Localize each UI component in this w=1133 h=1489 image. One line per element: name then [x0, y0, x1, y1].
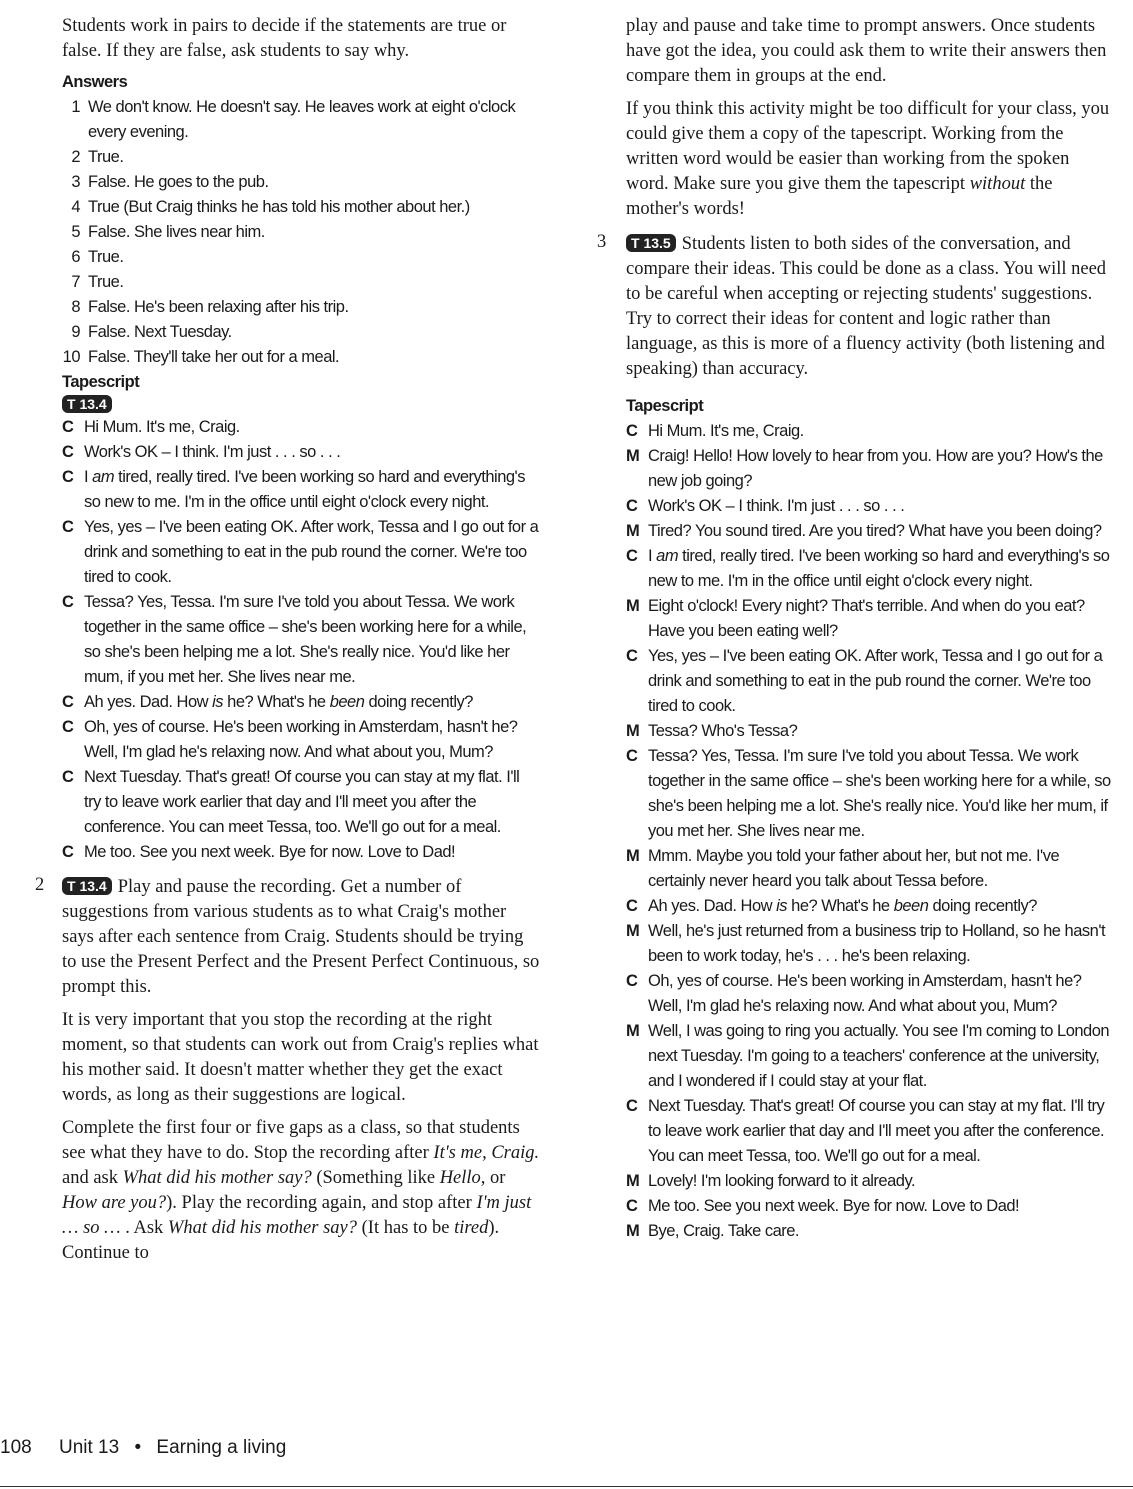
italic-run: is [212, 693, 224, 711]
italic-run: am [92, 468, 115, 486]
text-run: ). Continue to [62, 1218, 500, 1263]
text-run: (Something like [311, 1168, 440, 1188]
text-run: Complete the first four or five gaps as a class, so that students see what they have to do. Stop the recording after [62, 1118, 520, 1163]
text-run: the mother's words! [626, 174, 1053, 219]
answer-item [62, 220, 540, 245]
tapescript-line [626, 544, 1114, 594]
answer-number: 2 [71, 148, 80, 166]
text-run: Bye, Craig. Take care. [648, 1222, 800, 1240]
speaker: C [62, 593, 74, 611]
line-text [84, 593, 526, 686]
speaker: M [626, 447, 640, 465]
line-text [648, 647, 1102, 715]
text-run: Well, I was going to ring you actually. You see I'm coming to London next Tuesday. I'm going to a teachers' conference at the university, and I wondered if I could stay at your flat. [648, 1022, 1110, 1090]
text-run: Play and pause the recording. Get a number of suggestions from various students as to what Craig's mother says after each sentence from Craig. Students should be trying to use the Present Perfect and the Present Perfect Continuous, so prompt this. [62, 877, 540, 997]
answer-number: 4 [71, 198, 80, 216]
text-run: (It has to be [357, 1218, 455, 1238]
answer-number: 7 [71, 273, 80, 291]
text-run: I [84, 468, 93, 486]
tapescript-right [626, 419, 1114, 1244]
tapescript-heading: Tapescript [62, 373, 140, 391]
paragraph [626, 232, 1114, 382]
tapescript-line [626, 594, 1114, 644]
answers-heading: Answers [62, 73, 128, 91]
tapescript-line [62, 515, 540, 590]
text-run: he? What's he [223, 693, 330, 711]
speaker: M [626, 522, 640, 540]
tapescript-line [626, 1169, 1114, 1194]
text-run: Hi Mum. It's me, Craig. [648, 422, 804, 440]
tapescript-line [626, 494, 1114, 519]
speaker: C [626, 972, 638, 990]
text-run: Yes, yes – I've been eating OK. After work, Tessa and I go out for a drink and something to eat in the pub round the corner. We're too tired to cook. [648, 647, 1103, 715]
left-column [35, 14, 540, 1274]
text-run: Me too. See you next week. Bye for now. Love to Dad! [648, 1197, 1020, 1215]
text-run: Craig! Hello! How lovely to hear from you. How are you? How's the new job going? [648, 447, 1103, 490]
paragraph [62, 875, 540, 1000]
answer-number: 8 [71, 298, 80, 316]
speaker: C [62, 518, 74, 536]
text-run: Students listen to both sides of the conversation, and compare their ideas. This could be done as a class. You will need to be careful when accepting or rejecting students' suggestions. Try to correct their ideas for content and logic rather than language, as this is more of a fluency activity (both listening and speaking) than accuracy. [626, 234, 1107, 379]
line-text [648, 722, 797, 740]
tapescript-line [626, 894, 1114, 919]
text-run: Students work in pairs to decide if the statements are true or false. If they are false, ask students to say why. [62, 16, 507, 61]
answers-list [62, 95, 540, 370]
tapescript-line [62, 715, 540, 765]
speaker: C [626, 747, 638, 765]
tapescript-line [626, 744, 1114, 844]
paragraph [62, 14, 540, 64]
text-run: and ask [62, 1168, 123, 1188]
page-footer [0, 1437, 296, 1459]
italic-run: tired [454, 1218, 489, 1238]
answer-number: 10 [62, 348, 80, 366]
tapescript-line [626, 919, 1114, 969]
text-run: Tired? You sound tired. Are you tired? What have you been doing? [648, 522, 1102, 540]
speaker: M [626, 722, 640, 740]
line-text [648, 547, 1109, 590]
speaker: C [626, 547, 638, 565]
tapescript-line [62, 465, 540, 515]
line-text [84, 468, 525, 511]
line-text [648, 422, 804, 440]
answer-text: False. Next Tuesday. [88, 323, 232, 341]
answer-item [62, 345, 540, 370]
text-run: tired, really tired. I've been working so hard and everything's so new to me. I'm in the office until eight o'clock every night. [84, 468, 525, 511]
line-text [648, 972, 1081, 1015]
answer-number: 5 [71, 223, 80, 241]
section-number: 2 [35, 875, 45, 895]
line-text [648, 1222, 799, 1240]
speaker: C [62, 843, 74, 861]
line-text [648, 1197, 1019, 1215]
answer-number: 1 [71, 98, 80, 116]
separator: • [134, 1437, 142, 1458]
section-number: 3 [597, 232, 607, 252]
speaker: M [626, 847, 640, 865]
tapescript-line [626, 844, 1114, 894]
line-text [84, 718, 517, 761]
text-run: , or [480, 1168, 506, 1188]
text-run: Next Tuesday. That's great! Of course you can stay at my flat. I'll try to leave work earlier that day and I'll meet you after the conference. You can meet Tessa, too. We'll go out for a meal. [84, 768, 520, 836]
answer-text: True. [88, 248, 124, 266]
line-text [648, 747, 1111, 840]
line-text [648, 522, 1102, 540]
tapescript-line [626, 1194, 1114, 1219]
answer-text: True (But Craig thinks he has told his mother about her.) [88, 198, 470, 216]
text-run: ). Play the recording again, and stop after [166, 1193, 477, 1213]
text-run: If you think this activity might be too difficult for your class, you could give them a copy of the tapescript. Working from the written word would be easier than working from the spoken word. Make sure you give them the tapescript [626, 99, 1110, 194]
speaker: C [62, 718, 74, 736]
answer-text: We don't know. He doesn't say. He leaves work at eight o'clock every evening. [88, 98, 516, 141]
line-text [648, 597, 1085, 640]
speaker: C [62, 468, 74, 486]
tapescript-line [62, 415, 540, 440]
italic-run: What did his mother say? [167, 1218, 358, 1238]
italic-run: How are you? [62, 1193, 167, 1213]
line-text [648, 847, 1059, 890]
page-number: 108 [0, 1437, 32, 1458]
speaker: M [626, 922, 640, 940]
section-2 [35, 875, 540, 1266]
text-run: Oh, yes of course. He's been working in Amsterdam, hasn't he? Well, I'm glad he's relaxing now. And what about you, Mum? [84, 718, 518, 761]
text-run: Lovely! I'm looking forward to it already. [648, 1172, 916, 1190]
text-run: I [648, 547, 657, 565]
answer-item [62, 245, 540, 270]
text-run: Tessa? Yes, Tessa. I'm sure I've told you about Tessa. We work together in the same office – she's been working here for a while, so she's been helping me a lot. She's really nice. You'd like her mum, if you met her. She lives near me. [84, 593, 527, 686]
italic-run: without [969, 174, 1026, 194]
speaker: C [626, 422, 638, 440]
tapescript-line [626, 444, 1114, 494]
tapescript-line [62, 590, 540, 690]
answer-text: False. They'll take her out for a meal. [88, 348, 340, 366]
answer-number: 3 [71, 173, 80, 191]
line-text [84, 693, 473, 711]
tapescript-line [626, 719, 1114, 744]
text-run: It is very important that you stop the recording at the right moment, so that students can work out from Craig's replies what his mother said. It doesn't matter whether they get the exact words, as long as their suggestions are logical. [62, 1010, 539, 1105]
text-run: Well, he's just returned from a business trip to Holland, so he hasn't been to work today, he's . . . he's been relaxing. [648, 922, 1106, 965]
track-badge: T 13.5 [626, 234, 676, 252]
speaker: C [626, 647, 638, 665]
paragraph [626, 97, 1114, 222]
text-run: Me too. See you next week. Bye for now. Love to Dad! [84, 843, 456, 861]
paragraph [62, 1116, 540, 1266]
speaker: C [626, 1197, 638, 1215]
italic-run: been [329, 693, 365, 711]
text-run: Yes, yes – I've been eating OK. After work, Tessa and I go out for a drink and something to eat in the pub round the corner. We're too tired to cook. [84, 518, 539, 586]
tapescript-line [626, 419, 1114, 444]
answer-text: False. He's been relaxing after his trip. [88, 298, 349, 316]
tapescript-line [62, 840, 540, 865]
line-text [648, 1022, 1109, 1090]
answer-number: 9 [71, 323, 80, 341]
text-run: he? What's he [787, 897, 894, 915]
answer-item [62, 270, 540, 295]
speaker: C [62, 418, 74, 436]
italic-run: It's me, Craig. [433, 1143, 540, 1163]
text-run: doing recently? [928, 897, 1037, 915]
text-run: Mmm. Maybe you told your father about her, but not me. I've certainly never heard you talk about Tessa before. [648, 847, 1060, 890]
speaker: M [626, 1222, 640, 1240]
track-badge: T 13.4 [62, 395, 112, 413]
italic-run: am [656, 547, 679, 565]
speaker: C [62, 693, 74, 711]
answer-text: False. She lives near him. [88, 223, 265, 241]
line-text [84, 518, 538, 586]
answer-item [62, 320, 540, 345]
track-badge: T 13.4 [62, 877, 112, 895]
text-run: Oh, yes of course. He's been working in Amsterdam, hasn't he? Well, I'm glad he's relaxing now. And what about you, Mum? [648, 972, 1082, 1015]
line-text [84, 443, 340, 461]
text-run: Ah yes. Dad. How [84, 693, 213, 711]
text-run: Eight o'clock! Every night? That's terrible. And when do you eat? Have you been eating well? [648, 597, 1085, 640]
answer-item [62, 195, 540, 220]
line-text [648, 1097, 1104, 1165]
text-run: Work's OK – I think. I'm just . . . so . . . [84, 443, 341, 461]
paragraph [62, 1008, 540, 1108]
speaker: C [626, 1097, 638, 1115]
text-run: Tessa? Who's Tessa? [648, 722, 798, 740]
line-text [84, 768, 519, 836]
answer-item [62, 145, 540, 170]
text-run: Hi Mum. It's me, Craig. [84, 418, 240, 436]
tapescript-line [62, 765, 540, 840]
tapescript-line [626, 969, 1114, 1019]
tapescript-line [62, 690, 540, 715]
answer-text: False. He goes to the pub. [88, 173, 269, 191]
paragraph [626, 14, 1114, 89]
speaker: C [626, 897, 638, 915]
tapescript-line [62, 440, 540, 465]
text-run: tired, really tired. I've been working so hard and everything's so new to me. I'm in the office until eight o'clock every night. [648, 547, 1110, 590]
italic-run: Hello [439, 1168, 481, 1188]
speaker: M [626, 1022, 640, 1040]
text-run: . Ask [120, 1218, 168, 1238]
italic-run: I'm just … so … [62, 1193, 532, 1238]
tapescript-line [626, 1019, 1114, 1094]
text-run: doing recently? [364, 693, 473, 711]
tapescript-line [626, 519, 1114, 544]
line-text [84, 843, 455, 861]
answer-item [62, 95, 540, 145]
answer-number: 6 [71, 248, 80, 266]
line-text [648, 897, 1037, 915]
unit-title: Earning a living [156, 1437, 287, 1458]
line-text [648, 1172, 915, 1190]
text-run: Ah yes. Dad. How [648, 897, 777, 915]
intro [62, 14, 540, 64]
line-text [648, 447, 1103, 490]
italic-run: been [893, 897, 929, 915]
line-text [648, 922, 1105, 965]
speaker: C [626, 497, 638, 515]
answer-item [62, 295, 540, 320]
unit-label: Unit 13 [58, 1437, 120, 1458]
speaker: C [62, 768, 74, 786]
line-text [648, 497, 904, 515]
tapescript-line [626, 1094, 1114, 1169]
continued-paragraphs [626, 14, 1114, 222]
text-run: Work's OK – I think. I'm just . . . so . . . [648, 497, 905, 515]
tapescript-line [626, 1219, 1114, 1244]
line-text [84, 418, 240, 436]
answer-item [62, 170, 540, 195]
tapescript-line [626, 644, 1114, 719]
text-run: play and pause and take time to prompt answers. Once students have got the idea, you could ask them to write their answers then compare them in groups at the end. [626, 16, 1107, 86]
answer-text: True. [88, 273, 124, 291]
speaker: C [62, 443, 74, 461]
section-3 [597, 232, 1114, 382]
italic-run: is [776, 897, 788, 915]
bottom-rule [0, 1486, 1133, 1487]
speaker: M [626, 597, 640, 615]
italic-run: What did his mother say? [122, 1168, 312, 1188]
right-column [597, 14, 1114, 1244]
answer-text: True. [88, 148, 124, 166]
speaker: M [626, 1172, 640, 1190]
tapescript-heading: Tapescript [626, 397, 704, 415]
text-run: Next Tuesday. That's great! Of course you can stay at my flat. I'll try to leave work earlier that day and I'll meet you after the conference. You can meet Tessa, too. We'll go out for a meal. [648, 1097, 1105, 1165]
text-run: Tessa? Yes, Tessa. I'm sure I've told you about Tessa. We work together in the same office – she's been working here for a while, so she's been helping me a lot. She's really nice. You'd like her mum, if you met her. She lives near me. [648, 747, 1111, 840]
tapescript-left [62, 415, 540, 865]
